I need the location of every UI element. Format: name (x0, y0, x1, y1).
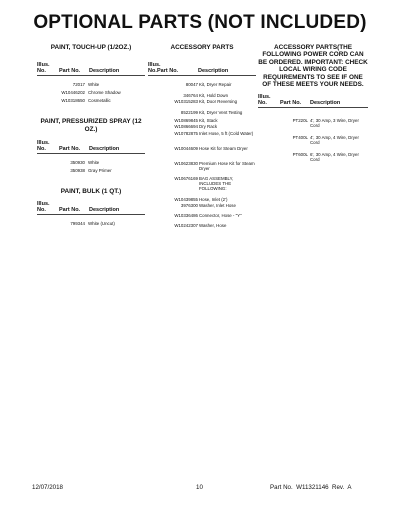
table-row: 8522199 Kit, Dryer Vent Testing (180, 110, 243, 116)
table-row: PT400L 4', 30 Amp, 4 Wire, Dryer Cord (292, 135, 359, 146)
table-header (37, 59, 145, 76)
touchup-table (37, 82, 145, 106)
accessory-table (148, 82, 256, 231)
footer-part-number: Part No. W11321146 Rev. A (270, 484, 352, 491)
bulk-table (37, 221, 145, 229)
pressurized-table (37, 160, 145, 176)
section-title-power-cord: ACCESSORY PARTS(THE FOLLOWING POWER CORD CAN BE ORDERED. IMPORTANT: CHECK LOCAL WIRING CODE REQUIREMENTS TO SEE IF ONE OF THESE MEETS YOUR NEEDS. (258, 44, 368, 89)
table-row: PT600L 6', 30 Amp, 4 Wire, Dryer Cord (292, 152, 359, 163)
section-title-accessory: ACCESSORY PARTS (170, 44, 234, 51)
table-header (37, 137, 145, 154)
header-description: Description (310, 100, 341, 107)
table-row: 346764 Kit, Hold Down (183, 93, 229, 99)
table-row: 799344 White (Uncut) (70, 220, 115, 226)
table-row: W10315283 Kit, Door Reversing (174, 99, 238, 105)
table-header (258, 91, 368, 108)
section-title-pressurized: PAINT, PRESSURIZED SPRAY (12 OZ.) (40, 118, 142, 133)
table-row: W10242307 Washer, Hose (174, 223, 227, 229)
header-part-no: Part No. (59, 146, 81, 153)
table-row: W10782875 Inlet Hose, 5 ft (Cold Water) (174, 131, 254, 137)
header-description: Description (89, 68, 120, 75)
section-title-bulk: PAINT, BULK (1 QT.) (60, 188, 122, 196)
header-description: Description (89, 146, 120, 153)
power-cord-column (258, 44, 368, 162)
table-header (37, 198, 145, 215)
table-header (148, 59, 256, 76)
header-illus: Illus. No. (258, 94, 271, 107)
header-illus: Illus. No. (148, 62, 161, 75)
table-row: W10336486 Connector, Hose - "Y" (174, 213, 242, 219)
header-description: Description (89, 206, 120, 213)
table-row: 350930 White (70, 160, 100, 166)
table-row: W10676169 BAG ASSEMBLY, INCLUDES THE FOLLOWING: (174, 176, 234, 192)
section-title-touchup: PAINT, TOUCH-UP (1/2OZ.) (50, 44, 132, 51)
footer-page-number: 10 (196, 484, 203, 491)
header-illus: Illus. No. (37, 140, 50, 153)
table-row: W10446202 Chrome Shadow (61, 90, 121, 96)
header-illus: Illus. No. (37, 200, 50, 213)
table-row: 3976300 Washer, Inlet Hose (180, 203, 236, 209)
header-part-no: Part No. (59, 68, 81, 75)
table-row: W10623830 Premium Hose Kit for Steam Dryer (174, 161, 255, 172)
table-row: PT220L 4', 30 Amp, 3 Wire, Dryer Cord (292, 118, 359, 129)
table-row: 350938 Gray Primer (70, 168, 112, 174)
header-part-no: Part No. (157, 68, 179, 75)
table-row: W10318650 Cosmetallic (61, 98, 111, 104)
paint-column (37, 44, 145, 229)
header-part-no: Part No. (59, 206, 81, 213)
table-row: W10866694 Dry Rack (174, 124, 218, 130)
power-cord-table (258, 118, 368, 162)
accessory-column (148, 44, 256, 231)
table-row: 80047 Kit, Dryer Repair (185, 82, 232, 88)
table-row: W10439855 Hose, Inlet (2') (174, 197, 228, 203)
header-illus: Illus. No. (37, 62, 50, 75)
header-part-no: Part No. (280, 100, 302, 107)
header-description: Description (198, 68, 229, 75)
page-title: OPTIONAL PARTS (NOT INCLUDED) (33, 12, 367, 33)
table-row: W10044609 Hose Kit for Steam Dryer (174, 146, 248, 152)
footer-date: 12/07/2018 (32, 484, 63, 491)
table-row: 72017 White (72, 82, 100, 88)
table-row: W10869845 Kit, Stack (174, 118, 218, 124)
